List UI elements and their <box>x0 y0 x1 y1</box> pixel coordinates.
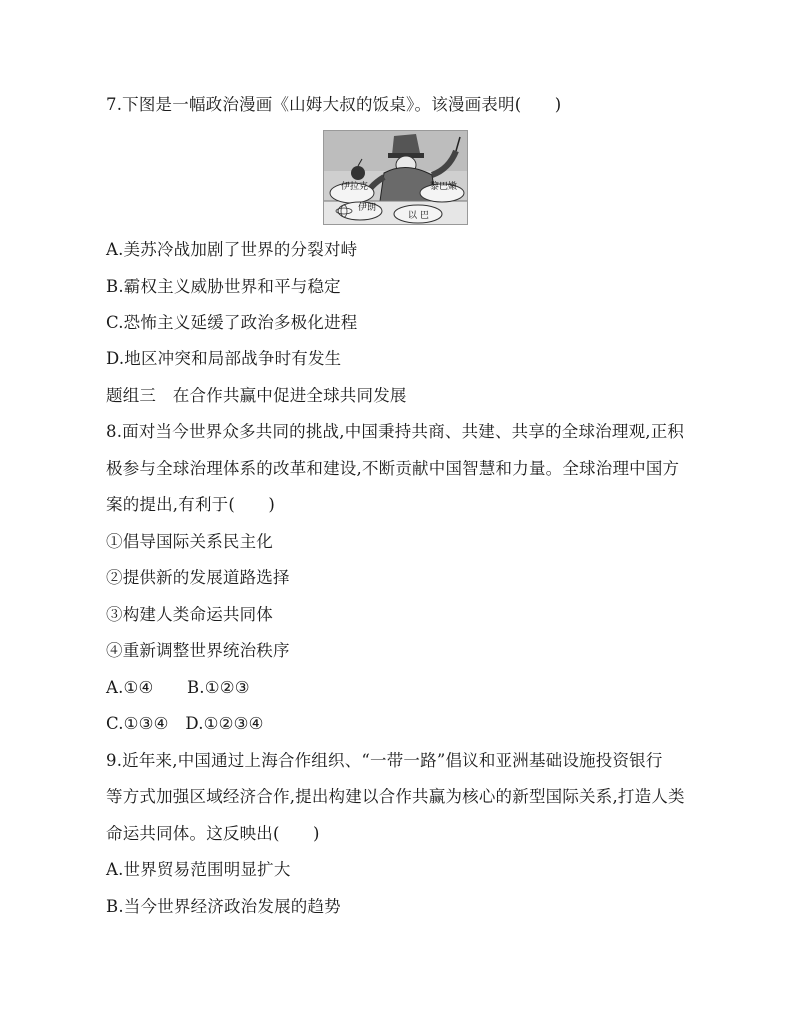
q8-stem-line-3: 案的提出,有利于( ) <box>106 495 276 514</box>
cartoon-label-lebanon: 黎巴嫩 <box>430 182 458 192</box>
q8-options-row-2: C.①③④ D.①②③④ <box>106 714 264 733</box>
cartoon-uncle-sam-dinner-table <box>323 130 468 225</box>
q7-option-c: C.恐怖主义延缓了政治多极化进程 <box>106 313 358 332</box>
q8-statement-3: ③构建人类命运共同体 <box>106 605 273 624</box>
q8-options-row-1: A.①④ B.①②③ <box>106 678 250 697</box>
q7-option-b: B.霸权主义威胁世界和平与稳定 <box>106 277 341 296</box>
cartoon-illustration <box>324 131 467 224</box>
q9-stem-line-2: 等方式加强区域经济合作,提出构建以合作共赢为核心的新型国际关系,打造人类 <box>106 787 685 806</box>
cartoon-label-iran: 伊朗 <box>358 203 377 213</box>
q8-stem-line-1: 8.面对当今世界众多共同的挑战,中国秉持共商、共建、共享的全球治理观,正积 <box>106 422 685 441</box>
q8-stem-line-2: 极参与全球治理体系的改革和建设,不断贡献中国智慧和力量。全球治理中国方 <box>106 459 680 478</box>
cartoon-label-israel-palestine: 以 巴 <box>408 211 429 221</box>
q9-stem-line-3: 命运共同体。这反映出( ) <box>106 824 320 843</box>
q8-statement-2: ②提供新的发展道路选择 <box>106 568 290 587</box>
section-title: 题组三 在合作共赢中促进全球共同发展 <box>106 386 407 405</box>
q9-stem-line-1: 9.近年来,中国通过上海合作组织、“一带一路”倡议和亚洲基础设施投资银行 <box>106 751 663 770</box>
q8-statement-1: ①倡导国际关系民主化 <box>106 532 273 551</box>
q7-option-d: D.地区冲突和局部战争时有发生 <box>106 349 342 368</box>
q7-stem: 7.下图是一幅政治漫画《山姆大叔的饭桌》。该漫画表明( ) <box>106 95 562 114</box>
cartoon-label-iraq: 伊拉克 <box>341 182 369 192</box>
q9-option-a: A.世界贸易范围明显扩大 <box>106 860 291 879</box>
q8-statement-4: ④重新调整世界统治秩序 <box>106 641 290 660</box>
q9-option-b: B.当今世界经济政治发展的趋势 <box>106 897 341 916</box>
q7-option-a: A.美苏冷战加剧了世界的分裂对峙 <box>106 240 358 259</box>
